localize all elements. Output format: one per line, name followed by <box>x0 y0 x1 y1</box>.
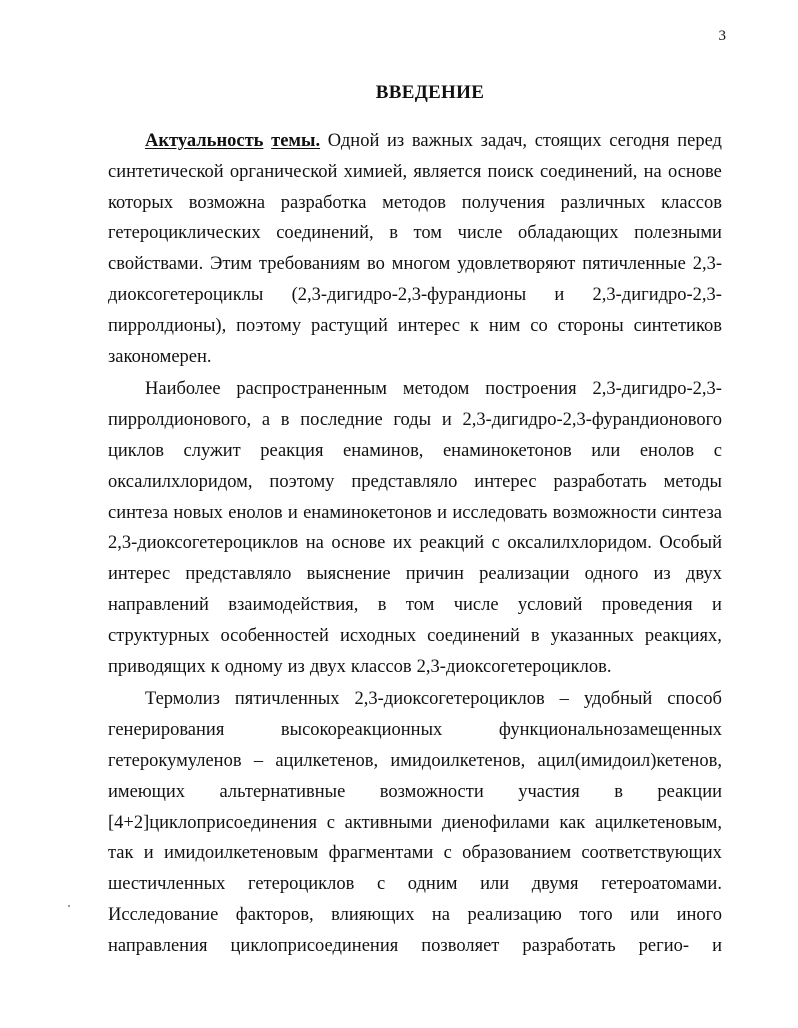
word: годы <box>393 410 432 431</box>
word: ацилкетенов, <box>275 750 379 771</box>
word: многом <box>391 254 451 275</box>
word: получения <box>461 192 545 213</box>
word: из <box>653 564 671 585</box>
word: причин <box>405 564 464 585</box>
word: генерирования <box>108 720 225 741</box>
word: одним <box>407 874 458 895</box>
section-title: ВВЕДЕНИЕ <box>375 82 485 103</box>
text-line <box>108 746 722 777</box>
word: реакций <box>419 533 485 554</box>
word: пятичленные <box>582 254 686 275</box>
word: участия <box>518 781 580 802</box>
text-line <box>108 467 722 498</box>
word: служит <box>183 440 241 461</box>
word: выяснение <box>306 564 391 585</box>
word: одному <box>224 656 283 677</box>
word: [4+2]циклоприсоединения <box>108 812 317 833</box>
word: регио- <box>638 935 690 956</box>
word: енаминов, <box>342 440 424 461</box>
word: обладающих <box>518 223 619 244</box>
word: и <box>143 843 154 864</box>
word: новых <box>173 502 223 523</box>
word: 2,3-диоксогетероциклов <box>354 689 545 710</box>
word: реализацию <box>467 904 562 925</box>
word: ним <box>488 315 521 336</box>
word: Термолиз <box>145 689 220 710</box>
text-line <box>108 931 722 962</box>
word: пятичленных <box>234 689 340 710</box>
word: их <box>392 533 412 554</box>
word: растущий <box>311 315 388 336</box>
word: представляло <box>185 564 292 585</box>
word: сегодня <box>609 131 670 151</box>
word: енолов <box>228 502 283 523</box>
word: или <box>630 904 660 925</box>
word: Особый <box>659 533 722 554</box>
word: органической <box>229 161 338 182</box>
emphasis-word: Актуальность <box>145 131 264 151</box>
text-line <box>108 311 722 342</box>
word: распространенным <box>236 379 387 400</box>
word: полезными <box>634 223 722 244</box>
word: возможна <box>188 192 266 213</box>
word: основе <box>667 161 722 182</box>
word: и <box>437 502 448 523</box>
word: имидоилкетенов, <box>390 750 526 771</box>
word: 2,3-дигидро-2,3- <box>592 284 722 305</box>
word: методов <box>382 192 447 213</box>
word: свойствами. <box>108 254 204 275</box>
word: разработка <box>280 192 367 213</box>
word: синтеза <box>661 502 722 523</box>
word: реакция <box>260 440 324 461</box>
text-line <box>108 188 722 219</box>
word: различных <box>560 192 646 213</box>
word: и <box>712 935 722 956</box>
word: факторов, <box>235 904 314 925</box>
word: способ <box>667 689 722 710</box>
word: методом <box>402 379 470 400</box>
word: того <box>579 904 613 925</box>
word: и <box>287 502 298 523</box>
word: 2,3-дигидро-2,3-фурандионового <box>462 410 722 431</box>
word: приводящих <box>108 656 206 677</box>
word: требованиям <box>258 254 361 275</box>
word: на <box>305 533 324 554</box>
word: енолов <box>639 440 695 461</box>
word: удобный <box>583 689 653 710</box>
word: иного <box>676 904 722 925</box>
word: классов <box>350 656 412 677</box>
word: соединений, <box>276 223 374 244</box>
word: синтеза <box>108 502 169 523</box>
word: фрагментами <box>328 843 434 864</box>
word: в <box>377 594 387 615</box>
text-line <box>108 559 722 590</box>
word: поэтому <box>236 315 302 336</box>
word: том <box>405 594 435 615</box>
word: 2,3-диоксогетероциклов. <box>416 656 612 677</box>
word: взаимодействия, <box>228 594 359 615</box>
text-line <box>108 436 722 467</box>
text-line <box>108 652 722 683</box>
word: возможности <box>379 781 484 802</box>
word: построения <box>485 379 577 400</box>
emphasis-word: темы. <box>271 131 321 151</box>
word: поиск <box>487 161 534 182</box>
text-line <box>108 838 722 869</box>
word: синтетической <box>108 161 224 182</box>
text-line <box>108 157 722 188</box>
word: том <box>413 223 442 244</box>
scan-speck <box>68 905 70 907</box>
word: в <box>530 625 540 646</box>
word: образованием <box>462 843 572 864</box>
word: двух <box>309 656 346 677</box>
word: двух <box>685 564 722 585</box>
word: имеющих <box>108 781 186 802</box>
word: поэтому <box>269 471 335 492</box>
word: высокореакционных <box>280 720 443 741</box>
body-text <box>108 126 722 962</box>
word: в <box>280 410 290 431</box>
text-line <box>108 777 722 808</box>
word: направления <box>108 935 208 956</box>
word: двумя <box>531 874 579 895</box>
text-line <box>108 590 722 621</box>
page-number: 3 <box>718 28 726 44</box>
word: в <box>614 781 623 802</box>
word: или <box>480 874 510 895</box>
word: с <box>713 440 722 461</box>
word: позволяет <box>421 935 500 956</box>
text-line <box>108 342 722 373</box>
word: соединений, <box>540 161 638 182</box>
word: и <box>712 594 722 615</box>
word: соединений <box>427 625 520 646</box>
word: как <box>559 812 586 833</box>
word: к <box>469 315 479 336</box>
text-line <box>108 218 722 249</box>
word: 2,3-диоксогетероциклов <box>108 533 299 554</box>
word: стороны <box>557 315 624 336</box>
word: химией, <box>343 161 408 182</box>
word: циклов <box>108 440 165 461</box>
word: исходных <box>339 625 417 646</box>
word: (2,3-дигидро-2,3-фурандионы <box>291 284 527 305</box>
word: с <box>326 812 335 833</box>
word: Исследование <box>108 904 219 925</box>
word: соответствующих <box>581 843 722 864</box>
word: на <box>431 904 451 925</box>
word: – <box>253 750 264 771</box>
word: последние <box>300 410 383 431</box>
word: синтетиков <box>633 315 722 336</box>
word: методы <box>663 471 722 492</box>
word: реакциях, <box>644 625 722 646</box>
text-line <box>108 126 722 157</box>
text-line <box>108 715 722 746</box>
text-line <box>108 528 722 559</box>
word: гетерокумуленов <box>108 750 242 771</box>
word: структурных <box>108 625 210 646</box>
word: гетероатомами. <box>601 874 722 895</box>
word: задач, <box>480 131 528 151</box>
word: Одной <box>327 131 380 151</box>
word: имидоилкетеновым <box>163 843 319 864</box>
word: оксалилхлоридом, <box>108 471 253 492</box>
word: реализации <box>479 564 570 585</box>
word: к <box>210 656 220 677</box>
word: основе <box>331 533 386 554</box>
word: и <box>441 410 452 431</box>
text-line <box>108 249 722 280</box>
word: с <box>443 843 452 864</box>
word: является <box>413 161 482 182</box>
word: из <box>387 131 405 151</box>
word: диоксогетероциклы <box>108 284 264 305</box>
word: которых <box>108 192 174 213</box>
word: перед <box>677 131 722 151</box>
word: циклоприсоединения <box>230 935 399 956</box>
word: указанных <box>550 625 634 646</box>
word: со <box>530 315 548 336</box>
word: из <box>287 656 305 677</box>
word: енаминокетонов <box>303 502 432 523</box>
word: с <box>376 874 386 895</box>
word: особенностей <box>220 625 329 646</box>
word: числе <box>453 594 499 615</box>
word: проведения <box>601 594 693 615</box>
word: так <box>108 843 134 864</box>
word: шестичленных <box>108 874 226 895</box>
word: оксалилхлоридом. <box>507 533 652 554</box>
word: или <box>591 440 621 461</box>
word: гетероциклических <box>108 223 261 244</box>
word: представляло <box>351 471 458 492</box>
word: гетероциклов <box>247 874 355 895</box>
text-line <box>108 621 722 652</box>
word: стоящих <box>534 131 602 151</box>
word: разработать <box>553 471 647 492</box>
word: ацил(имидоил)кетенов, <box>537 750 722 771</box>
word: одного <box>584 564 639 585</box>
word: – <box>559 689 569 710</box>
word: удовлетворяют <box>457 254 576 275</box>
word: направлений <box>108 594 209 615</box>
text-line <box>108 498 722 529</box>
word: ацилкетеновым, <box>595 812 722 833</box>
word: активными <box>344 812 433 833</box>
word: альтернативные <box>219 781 346 802</box>
word: условий <box>517 594 583 615</box>
word: интерес <box>108 564 171 585</box>
text-line <box>108 684 722 715</box>
word: влияющих <box>331 904 415 925</box>
word: во <box>366 254 385 275</box>
text-line <box>108 280 722 311</box>
word: исследовать <box>452 502 548 523</box>
word: а <box>261 410 271 431</box>
word: на <box>643 161 662 182</box>
word: закономерен. <box>108 346 212 367</box>
word: пирролдионового, <box>108 410 252 431</box>
word: интерес <box>474 471 537 492</box>
word: функциональнозамещенных <box>498 720 722 741</box>
text-line <box>108 808 722 839</box>
word: разработать <box>522 935 616 956</box>
word: интерес <box>397 315 460 336</box>
word: и <box>554 284 565 305</box>
text-line <box>108 405 722 436</box>
word: классов <box>661 192 722 213</box>
text-line <box>108 374 722 405</box>
word: диенофилами <box>442 812 550 833</box>
word: Этим <box>210 254 253 275</box>
word: 2,3-дигидро-2,3- <box>592 379 722 400</box>
word: возможности <box>552 502 657 523</box>
text-line <box>108 869 722 900</box>
word: 2,3- <box>692 254 722 275</box>
word: важных <box>411 131 473 151</box>
word: Наиболее <box>145 379 221 400</box>
word: числе <box>457 223 503 244</box>
word: реакции <box>657 781 722 802</box>
word: в <box>389 223 398 244</box>
word: с <box>491 533 500 554</box>
word: енаминокетонов <box>442 440 572 461</box>
word: пирролдионы), <box>108 315 227 336</box>
text-line <box>108 900 722 931</box>
